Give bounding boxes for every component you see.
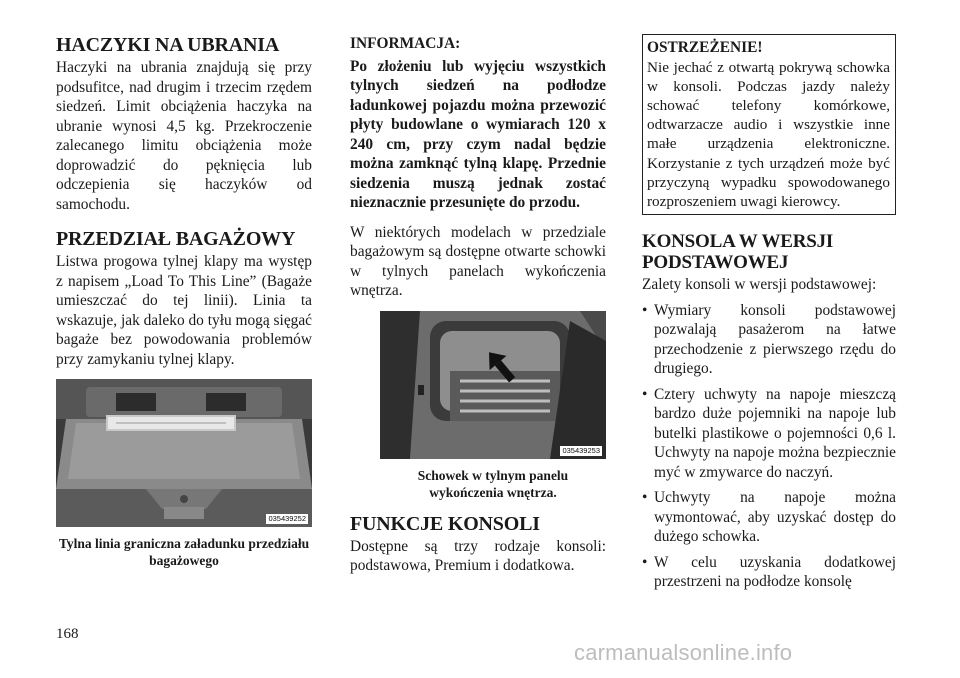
storage-bins-text: W niektórych modelach w przedziale bagażowym są dostępne otwarte schowki w tylnych panelach wykończenia wnętrza. — [350, 223, 606, 299]
figure-number: 035439252 — [268, 514, 306, 523]
base-console-benefits-list — [642, 301, 896, 592]
trim-panel-illustration — [380, 311, 606, 459]
figure-number: 035439253 — [562, 445, 600, 455]
trim-panel-storage-figure — [380, 311, 606, 459]
bullet-glyph: • — [642, 385, 648, 403]
watermark: carmanualsonline.info — [574, 640, 793, 665]
base-console-intro: Zalety konsoli w wersji podstawowej: — [642, 276, 877, 294]
bullet-glyph: • — [642, 553, 648, 571]
info-text: Po złożeniu lub wyjęciu wszystkich tylnych siedzeń na podłodze ładunkowej pojazdu można przewozić płyty budowlane o wymiarach 120 x 240 cm, przy czym nadal będzie można zamknąć tylną klapę. Przednie siedzenia muszą jednak zostać nieznacznie przesunięte do przodu. — [350, 57, 606, 211]
section-title-clothes-hooks: HACZYKI NA UBRANIA — [56, 34, 280, 56]
console-features-text: Dostępne są trzy rodzaje konsoli: podstawowa, Premium i dodatkowa. — [350, 537, 606, 574]
section-title-console-features: FUNKCJE KONSOLI — [350, 512, 540, 535]
warning-box — [642, 34, 896, 215]
warning-text: Nie jechać z otwartą pokrywą schowka w konsoli. Podczas jazdy należy schować telefony komórkowe, odtwarzacze audio i wszystkie inne małe urządzenia elektroniczne. Korzystanie z tych urządzeń może być przyczyną wypadku spowodowanego rozproszeniem uwagi kierowcy. — [647, 58, 890, 210]
cargo-area-text: Listwa progowa tylnej klapy ma występ z napisem „Load To This Line” (Bagaże umieszczać do tej linii). Linia ta wskazuje, jak daleko do tyłu mogą sięgać bagaże bez powodowania problemów przy zamykaniu tylnej klapy. — [56, 253, 313, 368]
figure-caption: Schowek w tylnym panelu wykończenia wnętrza. — [417, 467, 569, 500]
page-number: 168 — [56, 626, 79, 642]
info-title: INFORMACJA: — [350, 35, 461, 52]
figure-caption: Tylna linia graniczna załadunku przedziału bagażowego — [58, 536, 310, 568]
list-item: • Wymiary konsoli podstawowej pozwalają pasażerom na łatwe przechodzenie z pierwszego rzędu do drugiego. — [642, 301, 896, 378]
section-title-cargo-area: PRZEDZIAŁ BAGAŻOWY — [56, 228, 296, 250]
column-right — [642, 34, 896, 598]
column-middle — [350, 34, 606, 586]
bullet-glyph: • — [642, 301, 648, 319]
bullet-glyph: • — [642, 489, 648, 507]
cargo-load-line-figure — [56, 379, 312, 527]
warning-title: OSTRZEŻENIE! — [647, 39, 763, 56]
section-title-base-console: KONSOLA W WERSJI PODSTAWOWEJ — [642, 231, 834, 274]
list-item: • Cztery uchwyty na napoje mieszczą bardzo duże pojemniki na napoje lub butelki plastikowe o pojemności 0,6 l. Uchwyty na napoje można bezpiecznie myć w zmywarce do naczyń. — [642, 385, 896, 481]
clothes-hooks-text: Haczyki na ubrania znajdują się przy podsufitce, nad drugim i trzecim rzędem siedzeń. Limit obciążenia haczyka na ubranie wynosi 4,5 kg. Przekroczenie zalecanego limitu obciążenia może doprowadzić do pęknięcia lub odczepienia się haczyków od samochodu. — [56, 59, 312, 213]
cargo-area-illustration — [56, 379, 312, 527]
list-item: • W celu uzyskania dodatkowej przestrzeni na podłodze konsolę — [642, 553, 896, 591]
list-item: • Uchwyty na napoje można wymontować, aby uzyskać dostęp do dużego schowka. — [642, 489, 896, 546]
column-left — [56, 34, 312, 581]
